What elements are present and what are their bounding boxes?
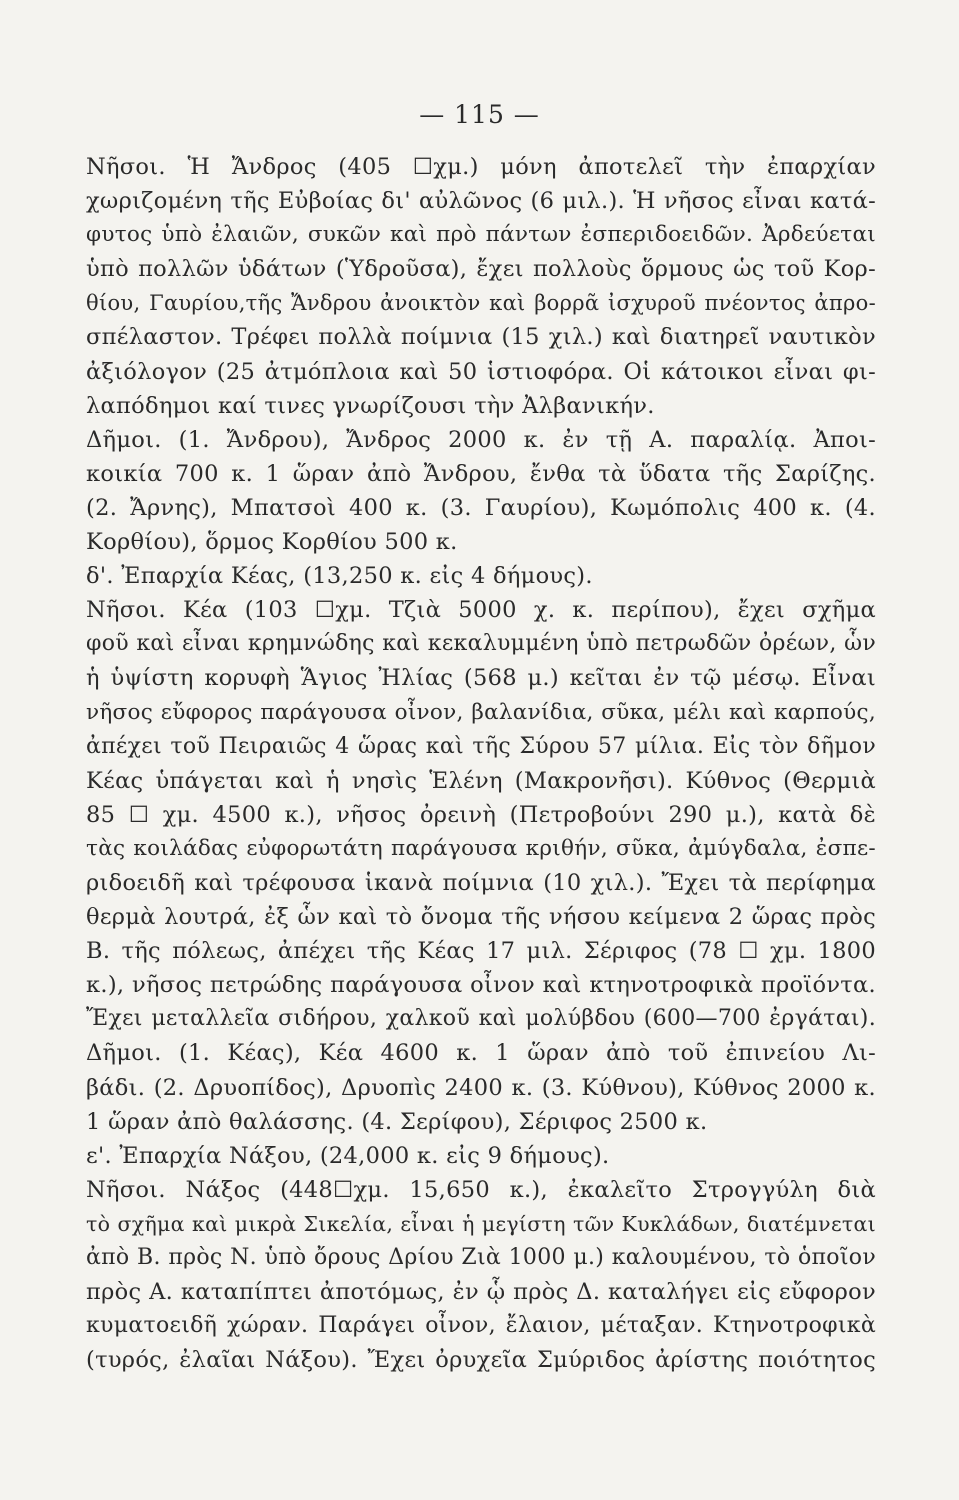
text-line: Κέας ὑπάγεται καὶ ἡ νησὶς Ἑλένη (Μακρονῆσι). Κύθνος (Θερμιὰ [86,767,876,794]
text-line: (2. Ἄρνης), Μπατσοὶ 400 κ. (3. Γαυρίου), Κωμόπολις 400 κ. (4. [86,494,876,521]
text-line: 1 ὥραν ἀπὸ θαλάσσης. (4. Σερίφου), Σέριφος 2500 κ. [86,1108,708,1135]
text-line: σπέλαστον. Τρέφει πολλὰ ποίμνια (15 χιλ.) καὶ διατηρεῖ ναυτικὸν [86,324,876,351]
text-line: φοῦ καὶ εἶναι κρημνώδης καὶ κεκαλυμμένη ὑπὸ πετρωδῶν ὀρέων, ὧν [86,631,876,657]
text-line: ριδοειδῆ καὶ τρέφουσα ἱκανὰ ποίμνια (10 χιλ.). Ἔχει τὰ περίφημα [86,869,876,896]
body-text [86,150,876,1377]
text-line: Δῆμοι. (1. Κέας), Κέα 4600 κ. 1 ὥραν ἀπὸ τοῦ ἐπινείου Λι- [86,1040,876,1067]
text-line: Νῆσοι. Κέα (103 ☐χμ. Τζιὰ 5000 χ. κ. περίπου), ἔχει σχῆμα [86,597,876,624]
text-line: Νῆσοι. Ἡ Ἄνδρος (405 ☐χμ.) μόνη ἀποτελεῖ τὴν ἐπαρχίαν [86,154,876,180]
section-heading: ε'. Ἐπαρχία Νάξου, (24,000 κ. εἰς 9 δήμους). [86,1142,610,1169]
text-line: Δῆμοι. (1. Ἄνδρου), Ἄνδρος 2000 κ. ἐν τῇ Α. παραλίᾳ. Ἀποι- [86,426,876,453]
text-line: πρὸς Α. καταπίπτει ἀποτόμως, ἐν ᾧ πρὸς Δ. καταλήγει εἰς εὔφορον [86,1279,876,1306]
text-line: Β. τῆς πόλεως, ἀπέχει τῆς Κέας 17 μιλ. Σέριφος (78 ☐ χμ. 1800 [86,938,876,965]
text-line: τὰς κοιλάδας εὐφορωτάτη παράγουσα κριθήν, σῦκα, ἀμύγδαλα, ἐσπε- [86,835,876,861]
text-line: κ.), νῆσος πετρώδης παράγουσα οἶνον καὶ κτηνοτροφικὰ προϊόντα. [86,972,876,999]
text-line: ἀπέχει τοῦ Πειραιῶς 4 ὥρας καὶ τῆς Σύρου 57 μίλια. Εἰς τὸν δῆμον [86,733,876,759]
text-line: θερμὰ λουτρά, ἐξ ὧν καὶ τὸ ὄνομα τῆς νήσου κείμενα 2 ὥρας πρὸς [86,904,876,931]
text-line: Ἔχει μεταλλεῖα σιδήρου, χαλκοῦ καὶ μολύβδου (600—700 ἐργάται). [86,1006,876,1032]
text-line: Νῆσοι. Νάξος (448☐χμ. 15,650 κ.), ἐκαλεῖτο Στρογγύλη διὰ [86,1176,876,1203]
text-line: ἀπὸ Β. πρὸς Ν. ὑπὸ ὄρους Δρίου Ζιὰ 1000 μ.) καλουμένου, τὸ ὁποῖον [86,1245,876,1270]
text-line: Κορθίου), ὅρμος Κορθίου 500 κ. [86,529,458,556]
text-line: φυτος ὑπὸ ἐλαιῶν, συκῶν καὶ πρὸ πάντων ἐσπεριδοειδῶν. Ἀρδεύεται [86,222,876,248]
text-line: (τυρός, ἐλαῖαι Νάξου). Ἔχει ὀρυχεῖα Σμύριδος ἀρίστης ποιότητος [86,1347,876,1374]
text-line: νῆσος εὔφορος παράγουσα οἶνον, βαλανίδια, σῦκα, μέλι καὶ καρπούς, [86,699,876,725]
section-heading: δ'. Ἐπαρχία Κέας, (13,250 κ. εἰς 4 δήμους). [86,563,593,590]
text-line: λαπόδημοι καί τινες γνωρίζουσι τὴν Ἀλβανικήν. [86,392,655,419]
text-line: ἀξιόλογον (25 ἀτμόπλοια καὶ 50 ἱστιοφόρα. Οἱ κάτοικοι εἶναι φι- [86,358,876,385]
text-line: τὸ σχῆμα καὶ μικρὰ Σικελία, εἶναι ἡ μεγίστη τῶν Κυκλάδων, διατέμνεται [86,1211,876,1236]
text-line: 85 ☐ χμ. 4500 κ.), νῆσος ὀρεινὴ (Πετροβούνι 290 μ.), κατὰ δὲ [86,801,876,828]
text-line: χωριζομένη τῆς Εὐβοίας δι' αὐλῶνος (6 μιλ.). Ἡ νῆσος εἶναι κατά- [86,188,876,215]
page-number: — 115 — [419,100,540,129]
text-line: κοικία 700 κ. 1 ὥραν ἀπὸ Ἄνδρου, ἔνθα τὰ ὕδατα τῆς Σαρίζης. [86,460,876,487]
text-line: ἡ ὑψίστη κορυφὴ Ἅγιος Ἠλίας (568 μ.) κεῖται ἐν τῷ μέσῳ. Εἶναι [86,665,876,692]
text-line: ὑπὸ πολλῶν ὑδάτων (Ὑδροῦσα), ἔχει πολλοὺς ὅρμους ὡς τοῦ Κορ- [86,256,876,283]
text-line: βάδι. (2. Δρυοπίδος), Δρυοπὶς 2400 κ. (3. Κύθνου), Κύθνος 2000 κ. [86,1074,876,1101]
text-line: θίου, Γαυρίου,τῆς Ἄνδρου ἀνοικτὸν καὶ βορρᾶ ἰσχυροῦ πνέοντος ἀπρο- [86,291,876,316]
text-line: κυματοειδῆ χώραν. Παράγει οἶνον, ἔλαιον, μέταξαν. Κτηνοτροφικὰ [86,1313,876,1339]
